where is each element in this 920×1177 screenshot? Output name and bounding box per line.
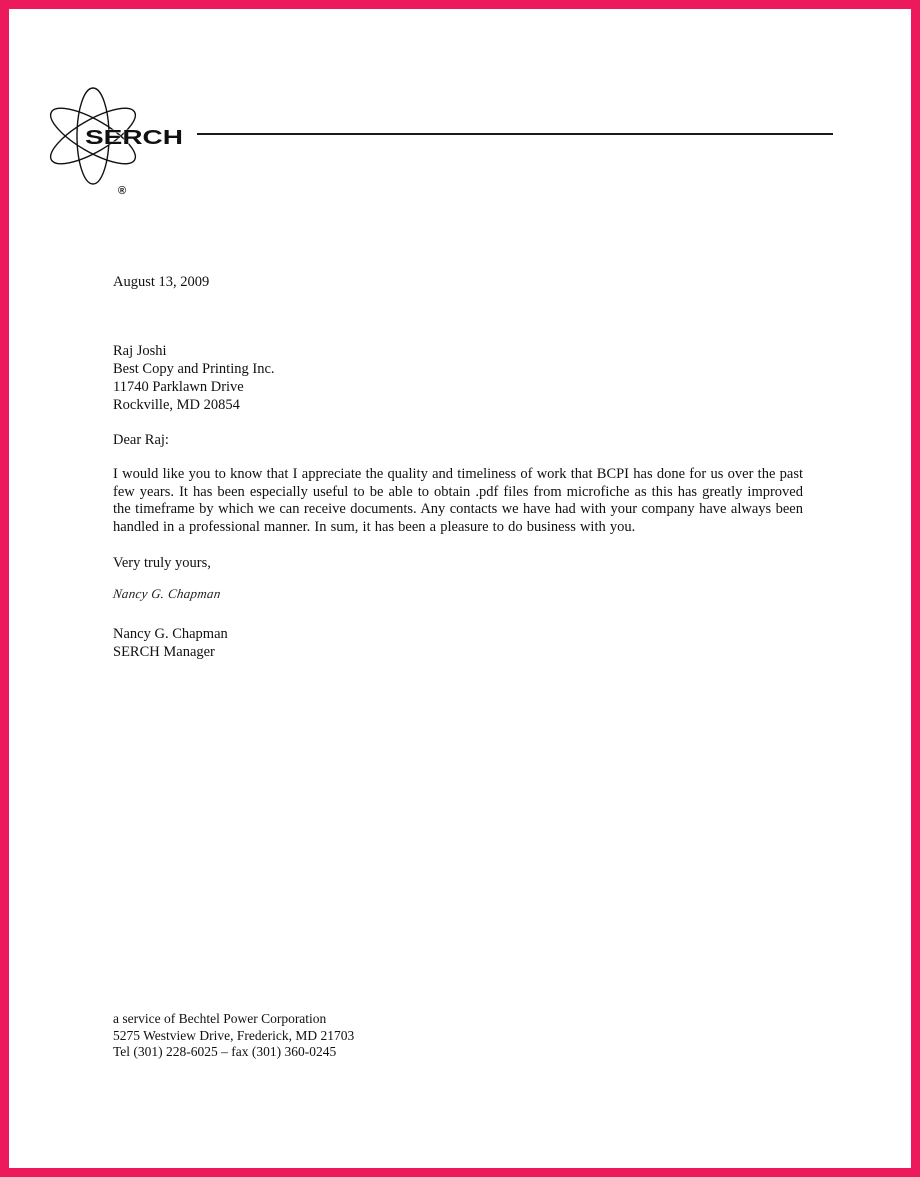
recipient-street: 11740 Parklawn Drive [113,379,244,395]
signer-block [113,625,228,661]
signer-name: Nancy G. Chapman [113,626,228,642]
logo-wordmark: SERCH [85,127,183,149]
recipient-city: Rockville, MD 20854 [113,397,240,413]
letterhead-rule [197,133,833,135]
closing: Very truly yours, [113,555,211,571]
letter-body: I would like you to know that I appreciate the quality and timeliness of work that BCPI has done for us over the past few years. It has been especially useful to be able to obtain .pdf files from microfiche as this has greatly improved the timeframe by which we can receive documents. Any contacts we have had with your company have always been handled in a professional manner. In sum, it has been a pleasure to do business with you. [113,466,803,535]
signer-title: SERCH Manager [113,644,215,660]
registered-mark: ® [118,185,127,197]
recipient-address [113,342,275,414]
letterhead-footer [113,1011,354,1061]
footer-phone-line: Tel (301) 228-6025 – fax (301) 360-0245 [113,1044,337,1059]
footer-address-line: 5275 Westview Drive, Frederick, MD 21703 [113,1027,355,1043]
footer-service-line: a service of Bechtel Power Corporation [113,1011,327,1026]
serch-atom-logo-icon [45,84,195,199]
letter-page [9,9,911,1168]
salutation: Dear Raj: [113,432,169,448]
handwritten-signature: Nancy G. Chapman [112,586,222,601]
recipient-name: Raj Joshi [113,343,167,359]
recipient-company: Best Copy and Printing Inc. [113,361,275,377]
letter-date: August 13, 2009 [113,274,210,290]
